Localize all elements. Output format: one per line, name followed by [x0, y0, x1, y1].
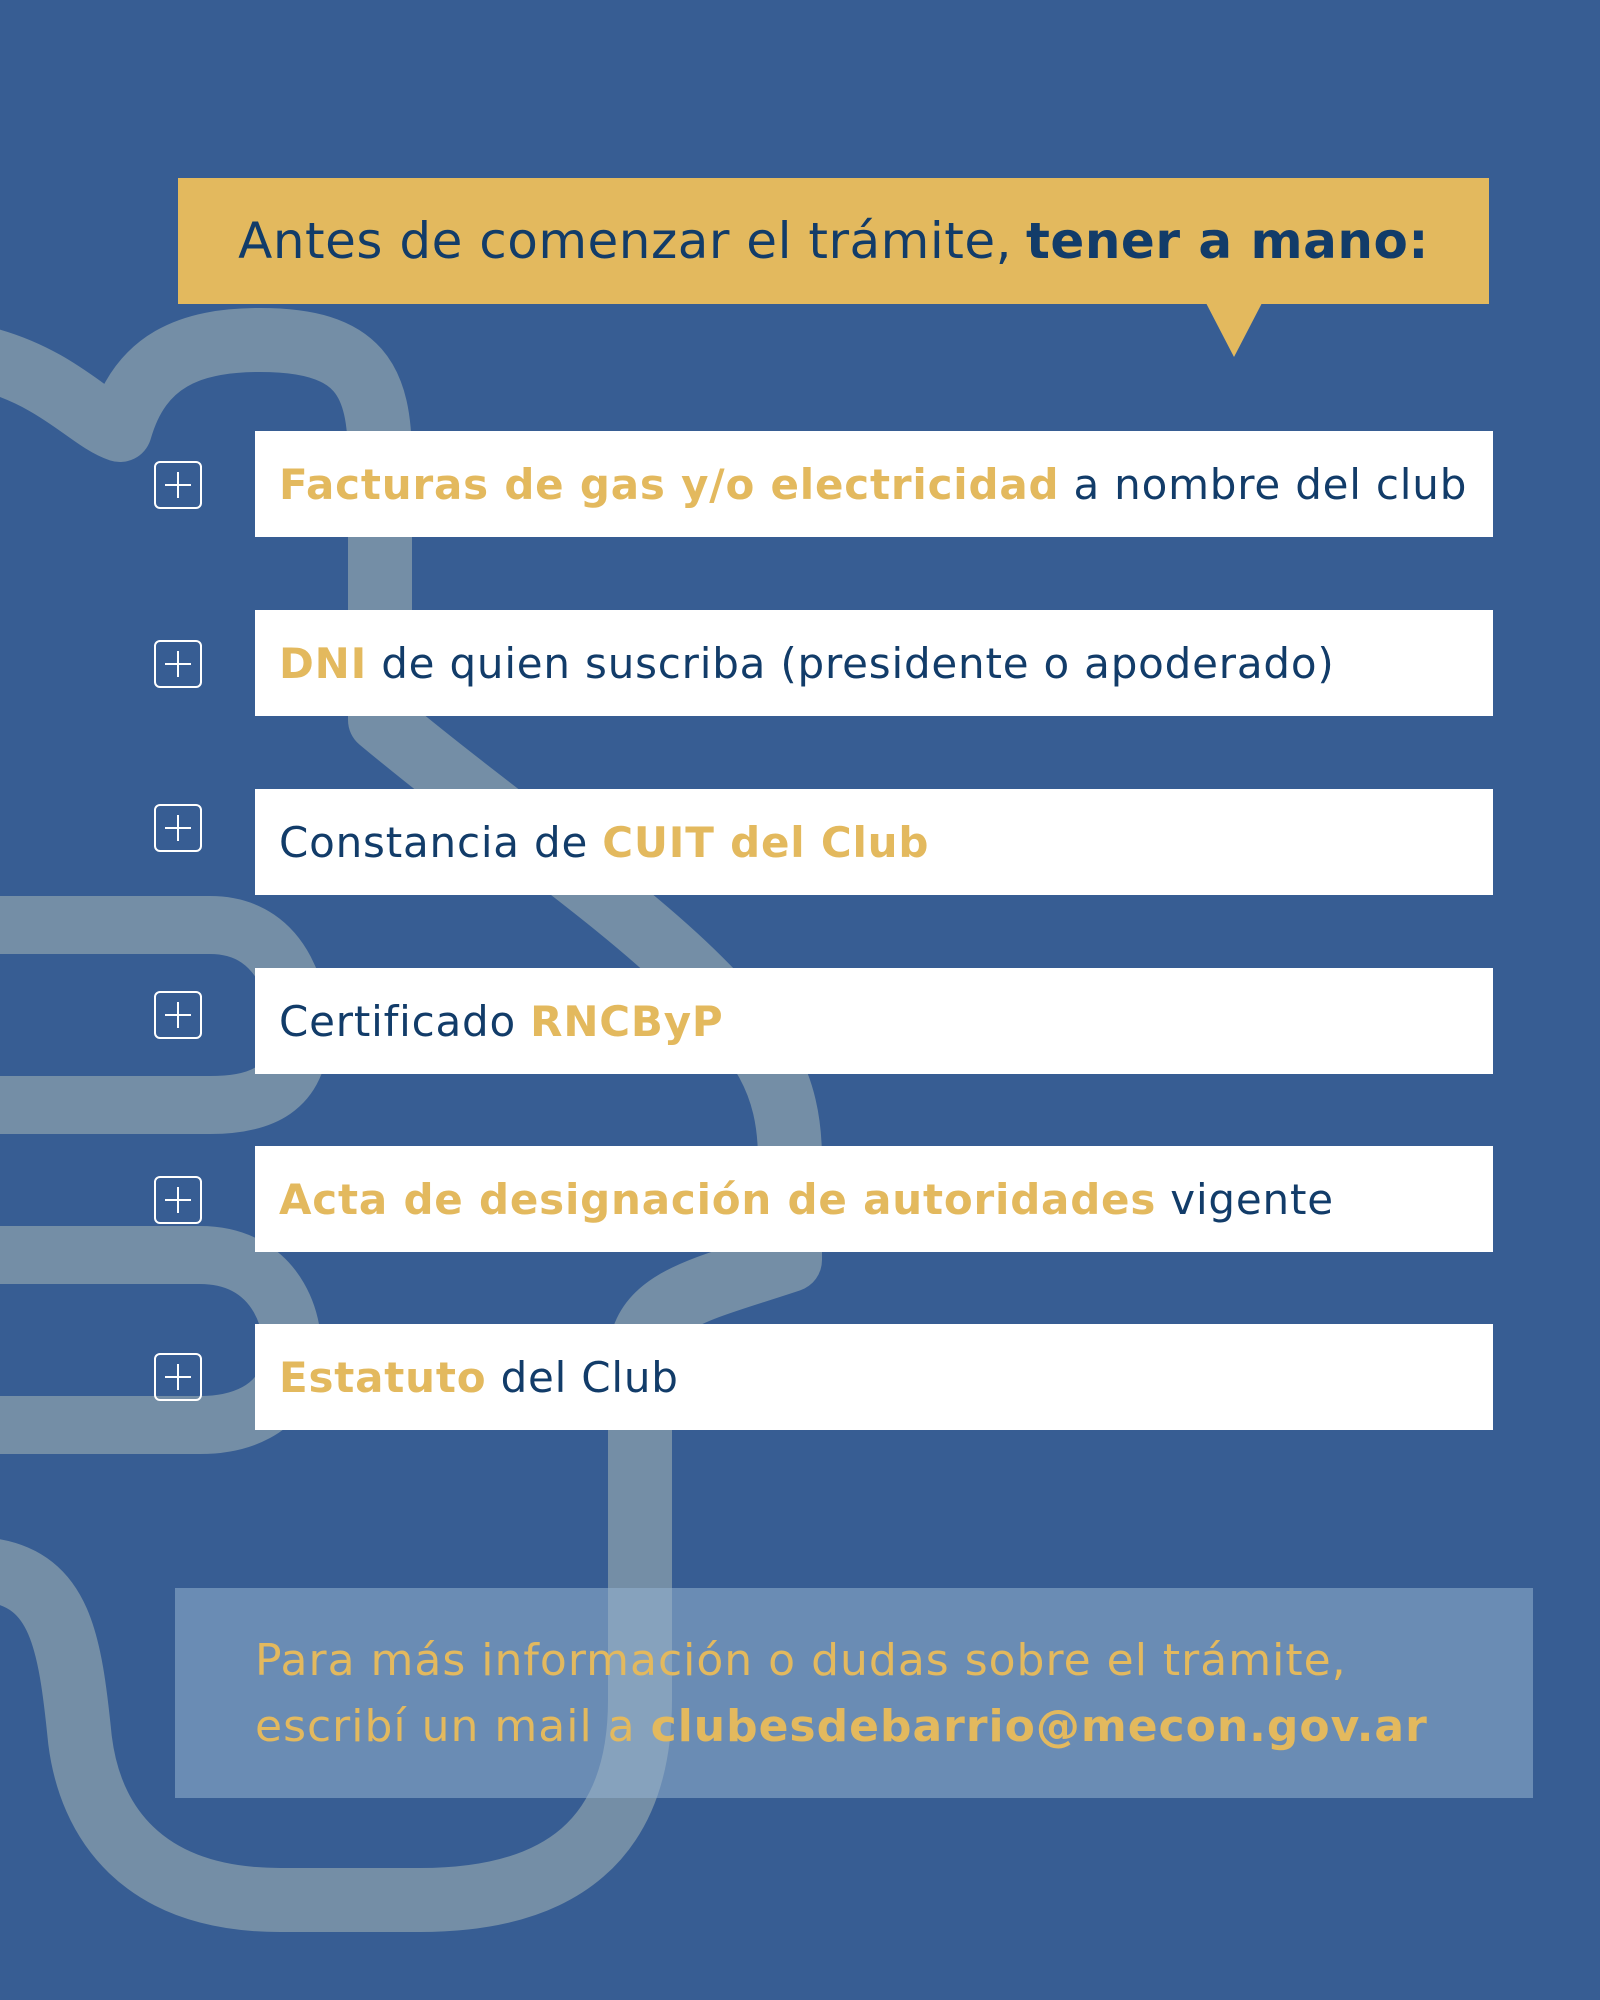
footer-line-1: Para más información o dudas sobre el trámite, [255, 1635, 1347, 1686]
item-highlight: RNCByP [530, 996, 724, 1046]
plus-square-icon [154, 991, 202, 1039]
list-item-acta [255, 1146, 1493, 1252]
footer-line-2 [255, 1694, 1533, 1760]
plus-square-icon [154, 640, 202, 688]
contact-email-link[interactable]: clubesdebarrio@mecon.gov.ar [650, 1701, 1428, 1752]
item-highlight: CUIT del Club [602, 817, 930, 867]
list-item-facturas [255, 431, 1493, 537]
header-banner [178, 178, 1489, 304]
footer-line-2-prefix: escribí un mail a [255, 1701, 651, 1752]
plus-square-icon [154, 461, 202, 509]
item-text: a nombre del club [1059, 459, 1468, 509]
item-text: del Club [486, 1352, 679, 1402]
header-text-regular: Antes de comenzar el trámite, [238, 212, 1013, 270]
item-text: Certificado [279, 996, 531, 1046]
header-text-bold: tener a mano: [1026, 212, 1429, 270]
plus-square-icon [154, 804, 202, 852]
list-item-dni [255, 610, 1493, 716]
speech-bubble-tail [1206, 303, 1262, 357]
list-item-rncbyp [255, 968, 1493, 1074]
item-text: de quien suscriba (presidente o apoderado) [367, 638, 1335, 688]
item-highlight: Estatuto [279, 1352, 487, 1402]
contact-info-box [175, 1588, 1533, 1798]
plus-square-icon [154, 1176, 202, 1224]
list-item-cuit [255, 789, 1493, 895]
list-item-estatuto [255, 1324, 1493, 1430]
item-highlight: Acta de designación de autoridades [279, 1174, 1157, 1224]
item-highlight: DNI [279, 638, 368, 688]
item-text: vigente [1156, 1174, 1334, 1224]
plus-square-icon [154, 1353, 202, 1401]
item-highlight: Facturas de gas y/o electricidad [279, 459, 1060, 509]
item-text: Constancia de [279, 817, 603, 867]
